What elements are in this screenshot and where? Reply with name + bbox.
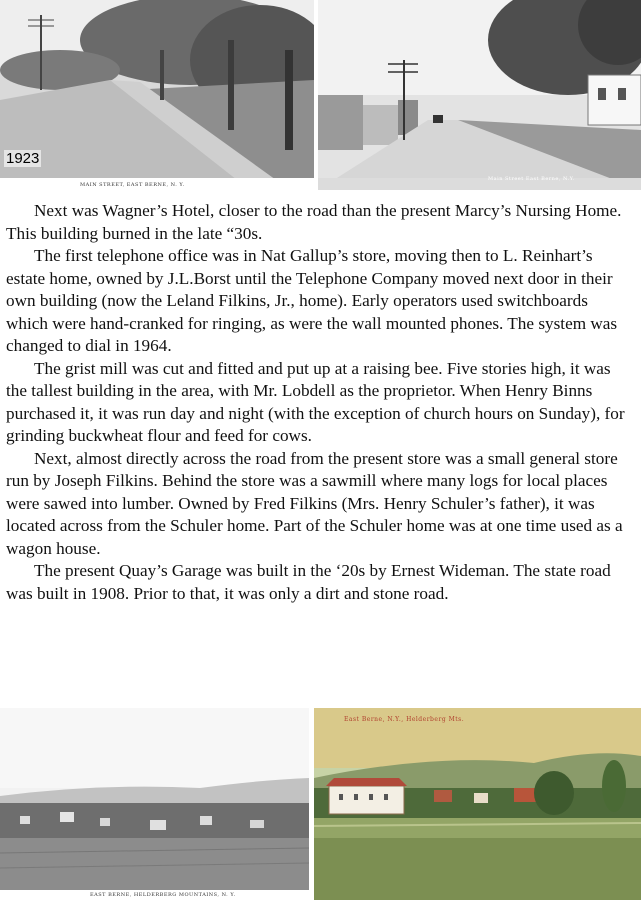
east-berne-color-photo-image bbox=[314, 708, 641, 900]
paragraph-wagners-hotel: Next was Wagner’s Hotel, closer to the road than the present Marcy’s Nursing Home. This building burned in the late “30s. bbox=[6, 201, 622, 243]
main-street-caption: MAIN STREET, EAST BERNE, N. Y. bbox=[80, 182, 185, 188]
photo-year-label: 1923 bbox=[6, 150, 40, 167]
paragraph-quays-garage: The present Quay’s Garage was built in the ‘20s by Ernest Wideman. The state road was built in 1908. Prior to that, it was only a dirt and stone road. bbox=[6, 561, 611, 603]
main-street-photo-2-image bbox=[318, 0, 641, 190]
paragraph-grist-mill: The grist mill was cut and fitted and put up at a raising bee. Five stories high, it was the tallest building in the area, with Mr. Lobdell as the proprietor. When Henry Binns purchased it, it was run day and night (with the exception of church hours on Sunday), for grinding buckwheat flour and feed for cows. bbox=[6, 358, 625, 445]
east-berne-bw-caption: EAST BERNE, HELDERBERG MOUNTAINS, N. Y. bbox=[90, 892, 236, 898]
paragraph-general-store: Next, almost directly across the road from the present store was a small general store run by Joseph Filkins. Behind the store was a sawmill where many logs for local places were sawed into lumber. Owned by Fred Filkins (Mrs. Henry Schuler’s father), it was located across from the Schuler home. Part of the Schuler home was at one time used as a wagon house. bbox=[6, 448, 623, 558]
main-street-photo-2 bbox=[318, 0, 641, 190]
main-street-photo bbox=[0, 0, 314, 190]
east-berne-bw-photo bbox=[0, 708, 309, 900]
main-street-2-caption: Main Street East Berne, N.Y. bbox=[488, 176, 575, 182]
paragraph-telephone-office: The first telephone office was in Nat Gallup’s store, moving then to L. Reinhart’s estate home, owned by J.L.Borst until the Telephone Company moved next door in their own building (now the Leland Filkins, Jr., home). Early operators used switchboards which were hand-cranked for ringing, as were the wall mounted phones. The system was changed to dial in 1964. bbox=[6, 246, 618, 355]
article-text bbox=[6, 200, 632, 605]
main-street-photo-image bbox=[0, 0, 314, 190]
east-berne-color-caption: East Berne, N.Y., Helderberg Mts. bbox=[344, 716, 465, 723]
east-berne-color-photo bbox=[314, 708, 641, 900]
east-berne-bw-photo-image bbox=[0, 708, 309, 900]
